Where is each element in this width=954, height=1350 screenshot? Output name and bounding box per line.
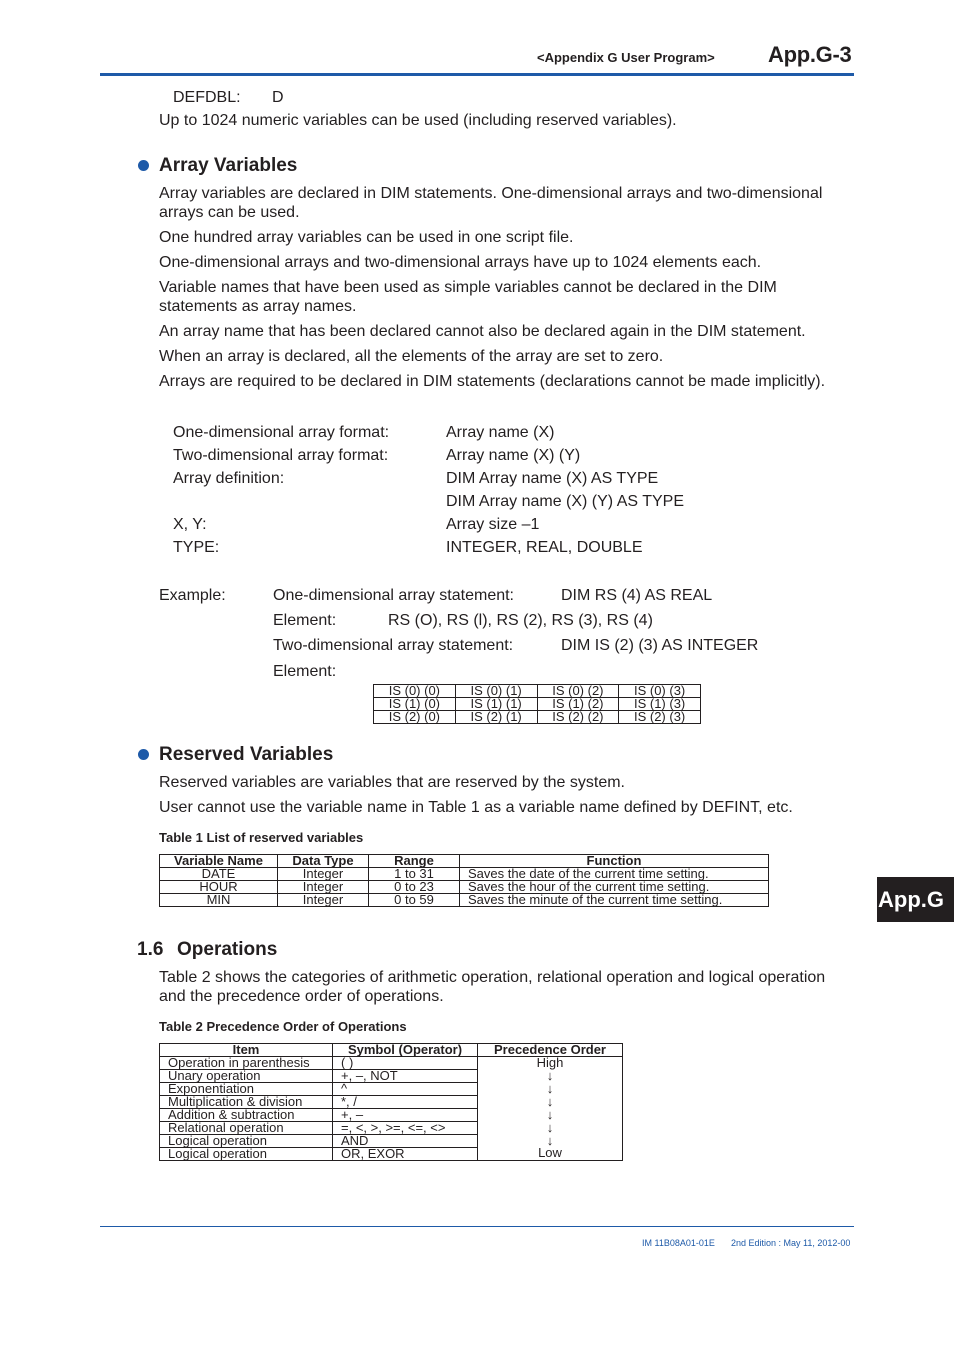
array-variables-heading: Array Variables: [159, 155, 298, 176]
header-rule: [100, 73, 854, 76]
grid-cell: IS (0) (1): [455, 685, 537, 698]
element-label-2: Element:: [273, 663, 337, 680]
table-cell: 0 to 23: [369, 881, 460, 894]
format-value: Array size –1: [446, 516, 540, 533]
precedence-cell: [478, 1057, 623, 1161]
header-section-title: <Appendix G User Program>: [537, 50, 715, 65]
format-label: One-dimensional array format:: [173, 424, 390, 441]
grid-cell: IS (0) (3): [619, 685, 701, 698]
table2-caption: Table 2 Precedence Order of Operations: [159, 1019, 407, 1034]
format-value: INTEGER, REAL, DOUBLE: [446, 539, 643, 556]
grid-cell: IS (1) (0): [374, 698, 456, 711]
table-cell: Exponentiation: [160, 1083, 333, 1096]
array-paragraph: An array name that has been declared cannot also be declared again in the DIM statement.: [159, 323, 806, 340]
column-header: Range: [369, 855, 460, 868]
table-cell: Multiplication & division: [160, 1096, 333, 1109]
table1-caption: Table 1 List of reserved variables: [159, 830, 364, 845]
table-cell: *, /: [333, 1096, 478, 1109]
footer-edition: 2nd Edition : May 11, 2012-00: [731, 1238, 851, 1248]
grid-cell: IS (2) (2): [537, 711, 619, 724]
table-cell: Saves the hour of the current time setting.: [460, 881, 769, 894]
table-cell: Saves the minute of the current time setting.: [460, 894, 769, 907]
footer-doc-id: IM 11B08A01-01E: [642, 1238, 715, 1248]
table-cell: ( ): [333, 1057, 478, 1070]
table-cell: HOUR: [160, 881, 278, 894]
precedence-high: High: [536, 1055, 564, 1070]
grid-cell: IS (1) (3): [619, 698, 701, 711]
arrow-down-icon: ↓: [546, 1120, 554, 1135]
array-paragraph: Variable names that have been used as simple variables cannot be declared in the DIM statements as array names.: [159, 279, 777, 315]
format-value: Array name (X): [446, 424, 555, 441]
table-cell: Saves the date of the current time setting.: [460, 868, 769, 881]
table-cell: Unary operation: [160, 1070, 333, 1083]
arrow-down-icon: ↓: [546, 1107, 554, 1122]
table-cell: Logical operation: [160, 1135, 333, 1148]
section-number: 1.6: [137, 939, 164, 960]
table-cell: 1 to 31: [369, 868, 460, 881]
grid-cell: IS (2) (1): [455, 711, 537, 724]
format-value: DIM Array name (X) AS TYPE: [446, 470, 659, 487]
table-cell: ^: [333, 1083, 478, 1096]
format-label: Two-dimensional array format:: [173, 447, 389, 464]
defdbl-label: DEFDBL:: [173, 89, 241, 106]
format-value: DIM Array name (X) (Y) AS TYPE: [446, 493, 684, 510]
table-cell: MIN: [160, 894, 278, 907]
arrow-down-icon: ↓: [546, 1081, 554, 1096]
table-cell: Integer: [278, 881, 369, 894]
column-header: Data Type: [278, 855, 369, 868]
array-paragraph: One-dimensional arrays and two-dimensional arrays have up to 1024 elements each.: [159, 254, 762, 271]
table-cell: Integer: [278, 868, 369, 881]
one-dim-elements: RS (O), RS (l), RS (2), RS (3), RS (4): [388, 612, 653, 629]
column-header: Variable Name: [160, 855, 278, 868]
column-header: Precedence Order: [478, 1044, 623, 1057]
precedence-table: [159, 1043, 623, 1161]
bullet-icon: [138, 160, 149, 171]
element-label: Element:: [273, 612, 337, 629]
one-dim-statement-value: DIM RS (4) AS REAL: [561, 587, 713, 604]
table-cell: Integer: [278, 894, 369, 907]
table-cell: +, –: [333, 1109, 478, 1122]
reserved-variables-heading: Reserved Variables: [159, 744, 334, 765]
column-header: Function: [460, 855, 769, 868]
grid-cell: IS (2) (3): [619, 711, 701, 724]
grid-cell: IS (1) (2): [537, 698, 619, 711]
two-dim-statement-value: DIM IS (2) (3) AS INTEGER: [561, 637, 759, 654]
two-dim-element-grid: [373, 684, 701, 724]
format-label: X, Y:: [173, 516, 207, 533]
reserved-paragraph: User cannot use the variable name in Table 1 as a variable name defined by DEFINT, etc.: [159, 799, 793, 816]
array-paragraph: Arrays are required to be declared in DIM statements (declarations cannot be made implicitly).: [159, 373, 826, 390]
column-header: Item: [160, 1044, 333, 1057]
table-cell: Relational operation: [160, 1122, 333, 1135]
arrow-down-icon: ↓: [546, 1133, 554, 1148]
grid-cell: IS (2) (0): [374, 711, 456, 724]
intro-line: Up to 1024 numeric variables can be used (including reserved variables).: [159, 112, 677, 129]
array-paragraph: When an array is declared, all the elements of the array are set to zero.: [159, 348, 664, 365]
grid-cell: IS (0) (2): [537, 685, 619, 698]
reserved-variables-table: [159, 854, 769, 907]
footer-rule: [100, 1226, 854, 1227]
table-row: [160, 894, 769, 907]
appendix-side-tab: App.G: [877, 877, 954, 922]
precedence-low: Low: [538, 1145, 562, 1160]
table-cell: OR, EXOR: [333, 1148, 478, 1161]
two-dim-statement-label: Two-dimensional array statement:: [273, 637, 514, 654]
bullet-icon: [138, 749, 149, 760]
arrow-down-icon: ↓: [546, 1068, 554, 1083]
array-paragraph: One hundred array variables can be used in one script file.: [159, 229, 574, 246]
one-dim-statement-label: One-dimensional array statement:: [273, 587, 514, 604]
table-cell: Addition & subtraction: [160, 1109, 333, 1122]
table-cell: AND: [333, 1135, 478, 1148]
column-header: Symbol (Operator): [333, 1044, 478, 1057]
format-label: Array definition:: [173, 470, 285, 487]
grid-row: [374, 711, 701, 724]
table-cell: =, <, >, >=, <=, <>: [333, 1122, 478, 1135]
operations-heading: Operations: [177, 939, 278, 960]
grid-cell: IS (1) (1): [455, 698, 537, 711]
format-value: Array name (X) (Y): [446, 447, 581, 464]
table-cell: 0 to 59: [369, 894, 460, 907]
reserved-paragraph: Reserved variables are variables that are reserved by the system.: [159, 774, 625, 791]
table-cell: Operation in parenthesis: [160, 1057, 333, 1070]
operations-paragraph: Table 2 shows the categories of arithmetic operation, relational operation and logical operation and the precedence order of operations.: [159, 969, 826, 1005]
table-cell: Logical operation: [160, 1148, 333, 1161]
table-cell: DATE: [160, 868, 278, 881]
format-label: TYPE:: [173, 539, 220, 556]
array-paragraph: Array variables are declared in DIM statements. One-dimensional arrays and two-dimensional arrays can be used.: [159, 185, 823, 221]
page-number: App.G-3: [768, 42, 852, 67]
grid-cell: IS (0) (0): [374, 685, 456, 698]
table-cell: +, –, NOT: [333, 1070, 478, 1083]
arrow-down-icon: ↓: [546, 1094, 554, 1109]
defdbl-value: D: [272, 89, 284, 106]
example-label: Example:: [159, 587, 226, 604]
